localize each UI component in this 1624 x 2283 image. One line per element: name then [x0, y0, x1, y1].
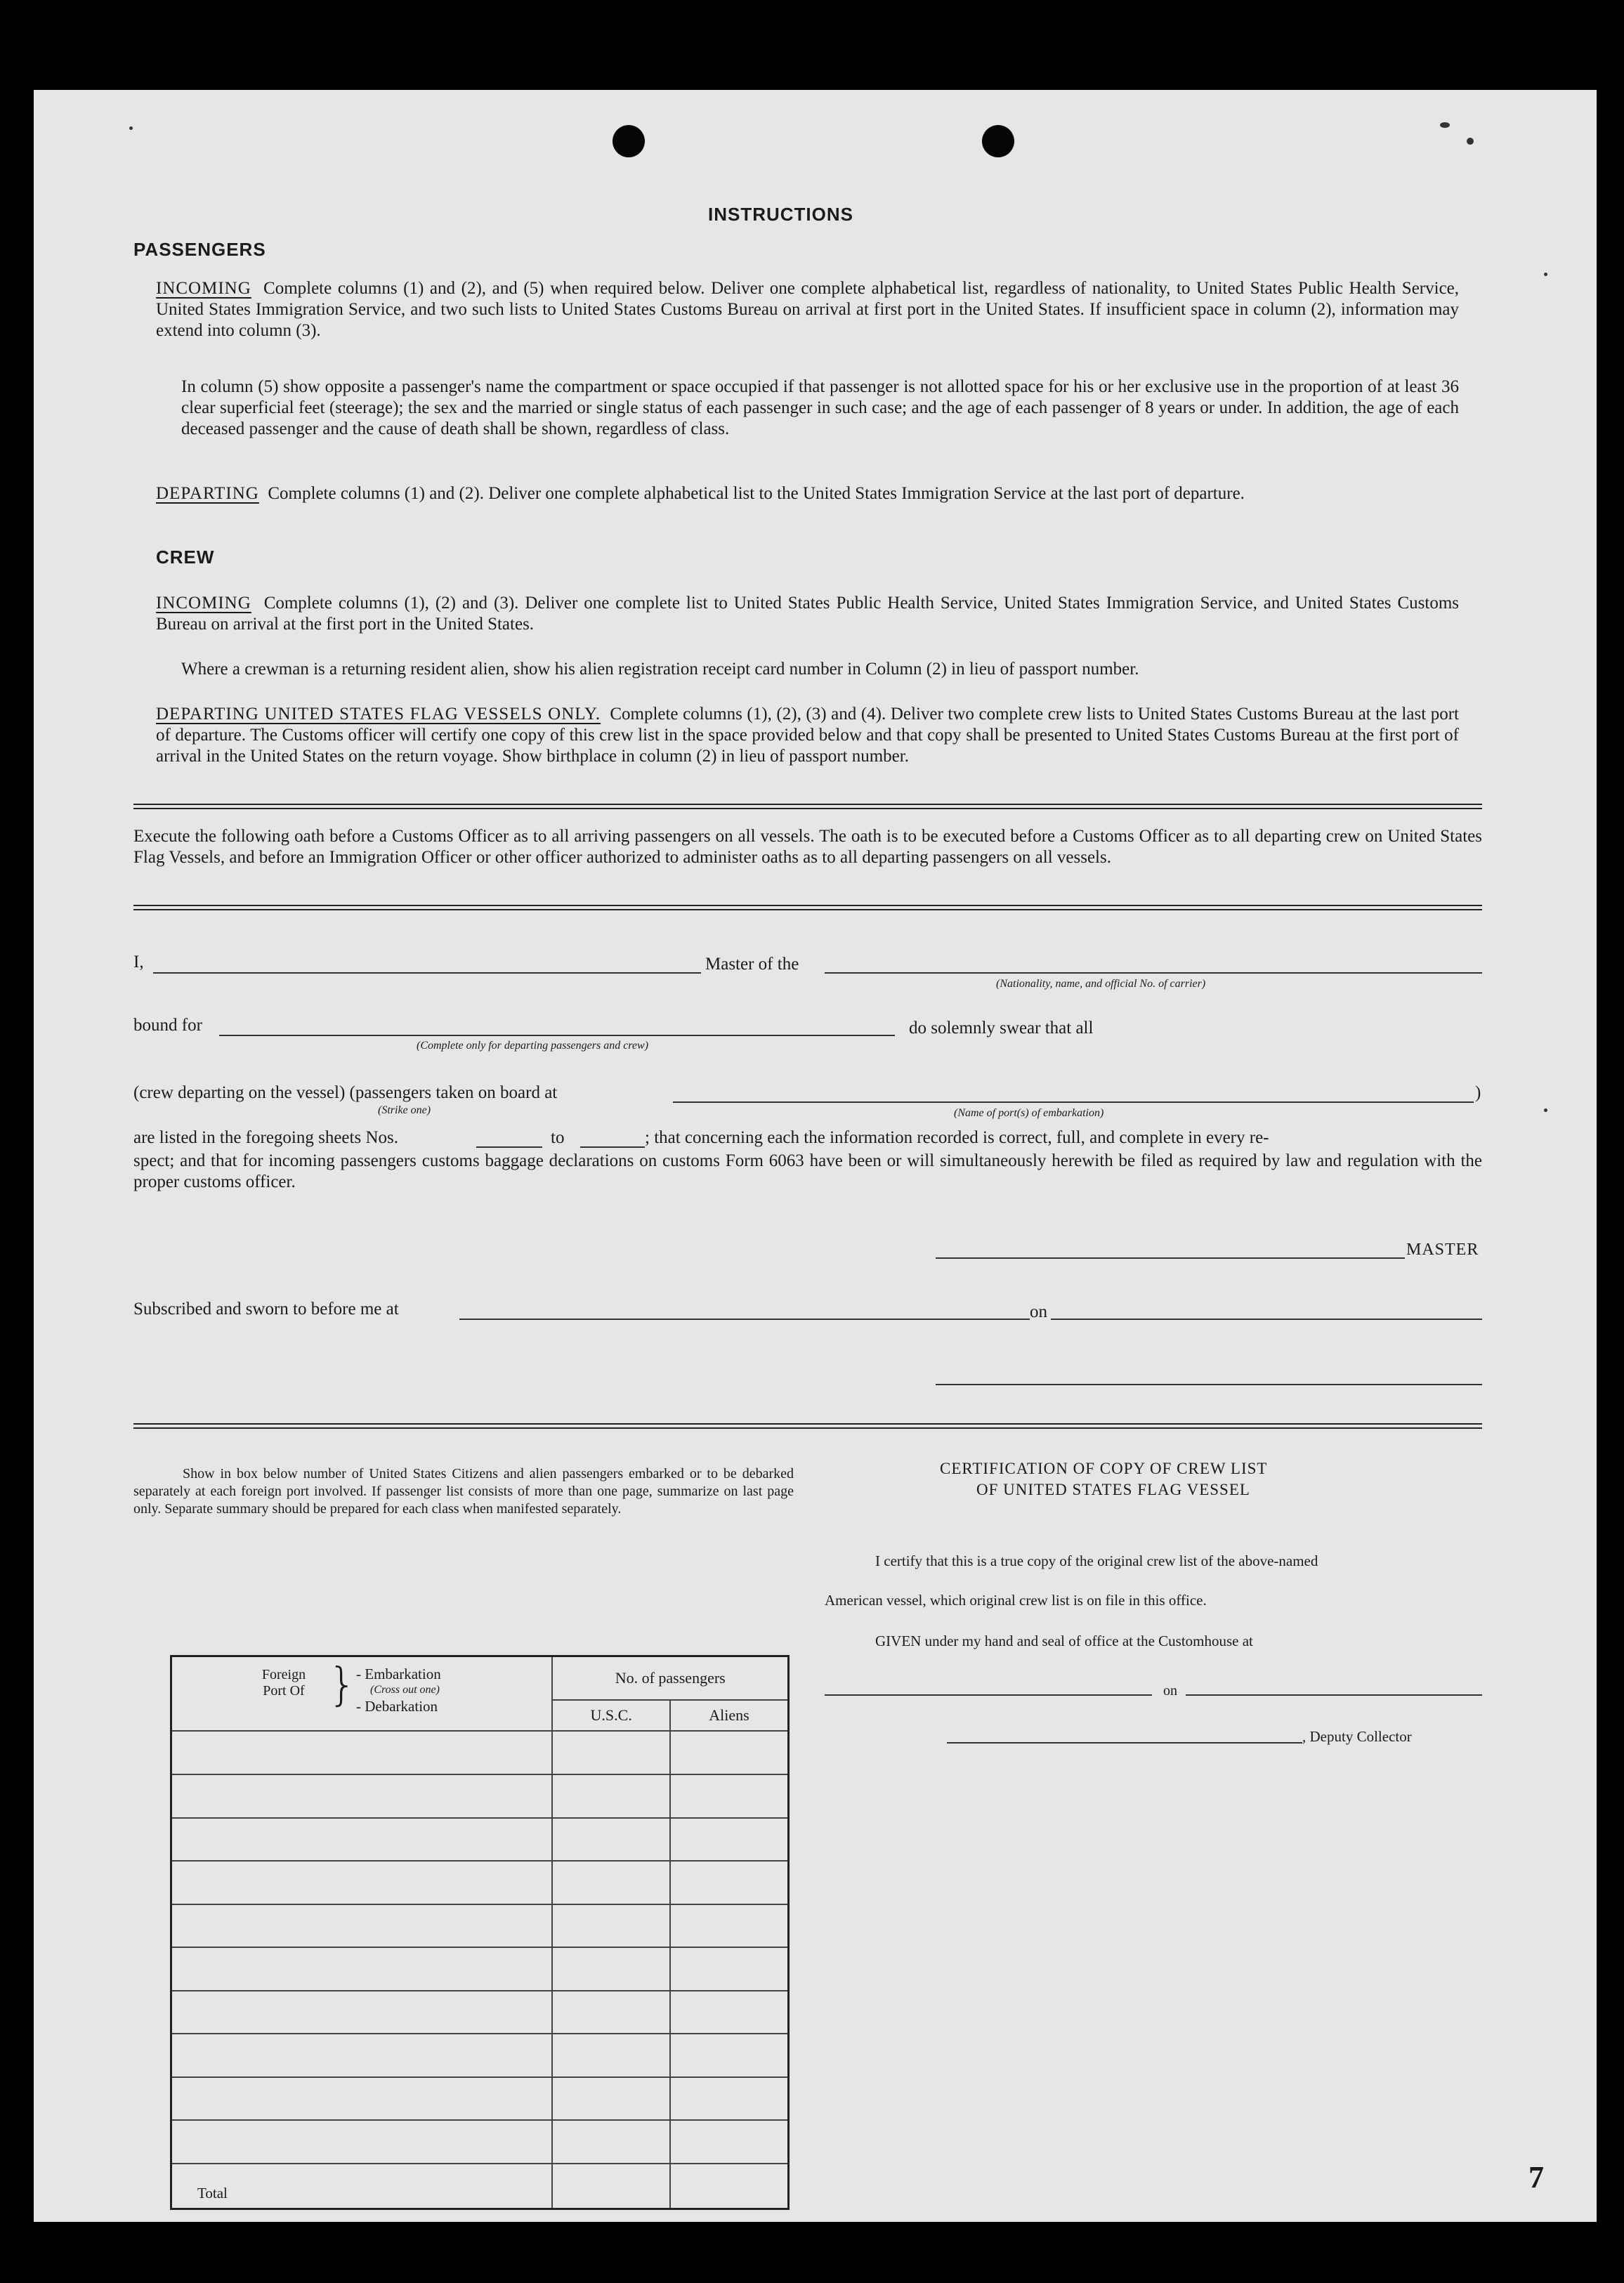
- deputy-collector-label: , Deputy Collector: [1302, 1728, 1412, 1745]
- page-title: INSTRUCTIONS: [708, 204, 853, 225]
- crew-resident-paragraph: Where a crewman is a returning resident alien, show his alien registration receipt card number in Column (2) in lieu of passport number.: [181, 660, 1139, 679]
- subscribed-label: Subscribed and sworn to before me at: [133, 1300, 399, 1319]
- divider-rule: [133, 905, 1482, 910]
- usc-cell[interactable]: [552, 1861, 670, 1904]
- bound-for-label: bound for: [133, 1016, 202, 1035]
- usc-cell[interactable]: [552, 1904, 670, 1948]
- aliens-cell[interactable]: [670, 1818, 789, 1862]
- passengers-departing-text: Complete columns (1) and (2). Deliver one complete alphabetical list to the United States Immigration Service at the last port of departure.: [268, 484, 1245, 503]
- port-cell[interactable]: [171, 1731, 553, 1774]
- aliens-cell[interactable]: [670, 2120, 789, 2164]
- master-signature-line[interactable]: [936, 1257, 1405, 1259]
- cert-on-label: on: [1163, 1683, 1177, 1699]
- usc-header: U.S.C.: [552, 1700, 670, 1731]
- usc-cell[interactable]: [552, 1991, 670, 2034]
- aliens-cell[interactable]: [670, 1991, 789, 2034]
- swear-label: do solemnly swear that all: [909, 1019, 1094, 1038]
- foreign-port-label: Foreign Port Of: [261, 1667, 306, 1699]
- subscribed-date-line[interactable]: [1051, 1319, 1482, 1320]
- bound-for-caption: (Complete only for departing passengers and crew): [417, 1040, 649, 1052]
- usc-cell[interactable]: [552, 1947, 670, 1991]
- aliens-cell[interactable]: [670, 1904, 789, 1948]
- deputy-collector-line[interactable]: [947, 1742, 1302, 1744]
- ports-caption: (Name of port(s) of embarkation): [954, 1107, 1104, 1119]
- divider-rule: [133, 1423, 1482, 1429]
- usc-cell[interactable]: [552, 2077, 670, 2121]
- brace-icon: }: [328, 1659, 357, 1711]
- margin-speck: [1544, 273, 1547, 276]
- total-cell: [171, 2164, 553, 2209]
- usc-cell[interactable]: [552, 1774, 670, 1818]
- margin-speck: [129, 126, 133, 130]
- oath-i-label: I,: [133, 953, 144, 972]
- port-cell[interactable]: [171, 1991, 553, 2034]
- usc-cell[interactable]: [552, 1731, 670, 1774]
- cert-place-line[interactable]: [825, 1694, 1152, 1696]
- master-of-label: Master of the: [705, 955, 799, 974]
- aliens-cell[interactable]: [670, 1861, 789, 1904]
- listed-text-a: are listed in the foregoing sheets Nos.: [133, 1128, 398, 1147]
- crew-departing-paragraph: [156, 704, 1459, 767]
- passenger-summary-table: [170, 1655, 790, 2210]
- port-cell[interactable]: [171, 1818, 553, 1862]
- carrier-caption: (Nationality, name, and official No. of carrier): [996, 978, 1206, 990]
- margin-speck: [1467, 138, 1474, 145]
- aliens-header: Aliens: [670, 1700, 789, 1731]
- aliens-cell[interactable]: [670, 2077, 789, 2121]
- oath-intro-paragraph: Execute the following oath before a Customs Officer as to all arriving passengers on all vessels. The oath is to be executed before a Customs Officer as to all departing crew on United States Flag Vessels, and before an Immigration Officer or other officer authorized to administer oaths as to all departing passengers on all vessels.: [133, 827, 1482, 867]
- cert-certify-line2: American vessel, which original crew list is on file in this office.: [825, 1592, 1207, 1609]
- listed-text-b: ; that concerning each the information recorded is correct, full, and complete in every re-: [645, 1128, 1269, 1147]
- subscribed-on-label: on: [1030, 1302, 1047, 1321]
- debarkation-label: - Debarkation: [356, 1698, 438, 1715]
- port-cell[interactable]: [171, 1774, 553, 1818]
- foreign-port-header: [171, 1656, 553, 1732]
- cert-date-line[interactable]: [1186, 1694, 1482, 1696]
- passengers-incoming-text: Complete columns (1) and (2), and (5) when required below. Deliver one complete alphabetical list, regardless of nationality, to United States Public Health Service, United States Immigration Service, and two such lists to United States Customs Bureau on arrival at first port in the United States. If insufficient space in column (2), information may extend into column (3).: [156, 279, 1460, 340]
- margin-speck: [1544, 1108, 1547, 1112]
- crew-incoming-label: INCOMING: [156, 594, 251, 613]
- aliens-cell[interactable]: [670, 1947, 789, 1991]
- crew-departing-label: DEPARTING UNITED STATES FLAG VESSELS ONLY.: [156, 705, 601, 724]
- aliens-total-cell[interactable]: [670, 2164, 789, 2209]
- cert-given: GIVEN under my hand and seal of office at the Customhouse at: [875, 1633, 1253, 1649]
- aliens-cell[interactable]: [670, 1731, 789, 1774]
- usc-total-cell[interactable]: [552, 2164, 670, 2209]
- passengers-departing-paragraph: [156, 483, 1459, 504]
- passengers-departing-label: DEPARTING: [156, 484, 259, 503]
- subscribed-place-line[interactable]: [459, 1319, 1030, 1320]
- passengers-incoming-label: INCOMING: [156, 279, 251, 298]
- divider-rule: [133, 804, 1482, 809]
- strike-caption: (Strike one): [378, 1104, 431, 1116]
- cert-title-line1: CERTIFICATION OF COPY OF CREW LIST: [940, 1460, 1268, 1477]
- no-passengers-header: No. of passengers: [552, 1656, 788, 1701]
- summary-instructions: Show in box below number of United States Citizens and alien passengers embarked or to be debarked separately at each foreign port involved. If passenger list consists of more than one page, summarize on last page only. Separate summary should be prepared for each class when manifested separately.: [133, 1466, 794, 1517]
- port-cell[interactable]: [171, 1861, 553, 1904]
- port-cell[interactable]: [171, 2120, 553, 2164]
- total-label: Total: [197, 2185, 228, 2202]
- usc-cell[interactable]: [552, 2034, 670, 2077]
- usc-cell[interactable]: [552, 1818, 670, 1862]
- crew-heading: CREW: [156, 547, 215, 568]
- port-cell[interactable]: [171, 2034, 553, 2077]
- sheet-to-line[interactable]: [580, 1146, 645, 1148]
- margin-speck: [1440, 122, 1450, 128]
- crew-incoming-text: Complete columns (1), (2) and (3). Deliver one complete list to United States Public Health Service, United States Immigration Service, and United States Customs Bureau on arrival at the first port in the United States.: [156, 594, 1460, 634]
- cert-title-line2: OF UNITED STATES FLAG VESSEL: [976, 1481, 1250, 1498]
- master-label: MASTER: [1406, 1241, 1479, 1259]
- officer-signature-line[interactable]: [936, 1384, 1482, 1385]
- crew-incoming-paragraph: [156, 593, 1459, 635]
- cross-out-caption: (Cross out one): [370, 1684, 440, 1696]
- passengers-incoming-paragraph: [156, 278, 1459, 341]
- aliens-cell[interactable]: [670, 2034, 789, 2077]
- carrier-line[interactable]: [825, 972, 1482, 974]
- master-name-line[interactable]: [153, 972, 701, 974]
- crew-departing-text: Complete columns (1), (2), (3) and (4). Deliver two complete crew lists to United States Customs Bureau at the last port of departure. The Customs officer will certify one copy of this crew list in the space provided below and that copy shall be presented to United States Customs Bureau at the first port of arrival in the United States on the return voyage. Show birthplace in column (2) in lieu of passport number.: [156, 705, 1459, 766]
- embarkation-label: - Embarkation: [356, 1666, 441, 1682]
- cert-certify-line1: I certify that this is a true copy of the original crew list of the above-named: [875, 1552, 1318, 1569]
- port-cell[interactable]: [171, 1904, 553, 1948]
- passengers-heading: PASSENGERS: [133, 239, 266, 260]
- aliens-cell[interactable]: [670, 1774, 789, 1818]
- listed-to-label: to: [551, 1128, 565, 1147]
- port-cell[interactable]: [171, 2077, 553, 2121]
- passengers-column5-paragraph: In column (5) show opposite a passenger's name the compartment or space occupied if that passenger is not allotted space for his or her exclusive use in the proportion of at least 36 clear superficial feet (steerage); the sex and the married or single status of each passenger in such case; and the age of each passenger of 8 years or under. In addition, the age of each deceased passenger and the cause of death shall be shown, regardless of class.: [181, 377, 1459, 438]
- corner-mark: 7: [1528, 2160, 1544, 2194]
- usc-cell[interactable]: [552, 2120, 670, 2164]
- port-embarkation-line[interactable]: [673, 1101, 1474, 1103]
- crew-departing-label: (crew departing on the vessel) (passengers taken on board at: [133, 1083, 558, 1102]
- form-page: [34, 90, 1597, 2222]
- punch-hole-left: [613, 125, 645, 157]
- close-paren: ): [1475, 1083, 1481, 1102]
- punch-hole-right: [982, 125, 1014, 157]
- listed-text-c: spect; and that for incoming passengers customs baggage declarations on customs Form 6063 have been or will simultaneously herewith be filed as required by law and regulation with the proper customs officer.: [133, 1151, 1482, 1191]
- sheet-from-line[interactable]: [476, 1146, 542, 1148]
- bound-for-line[interactable]: [219, 1035, 895, 1036]
- port-cell[interactable]: [171, 1947, 553, 1991]
